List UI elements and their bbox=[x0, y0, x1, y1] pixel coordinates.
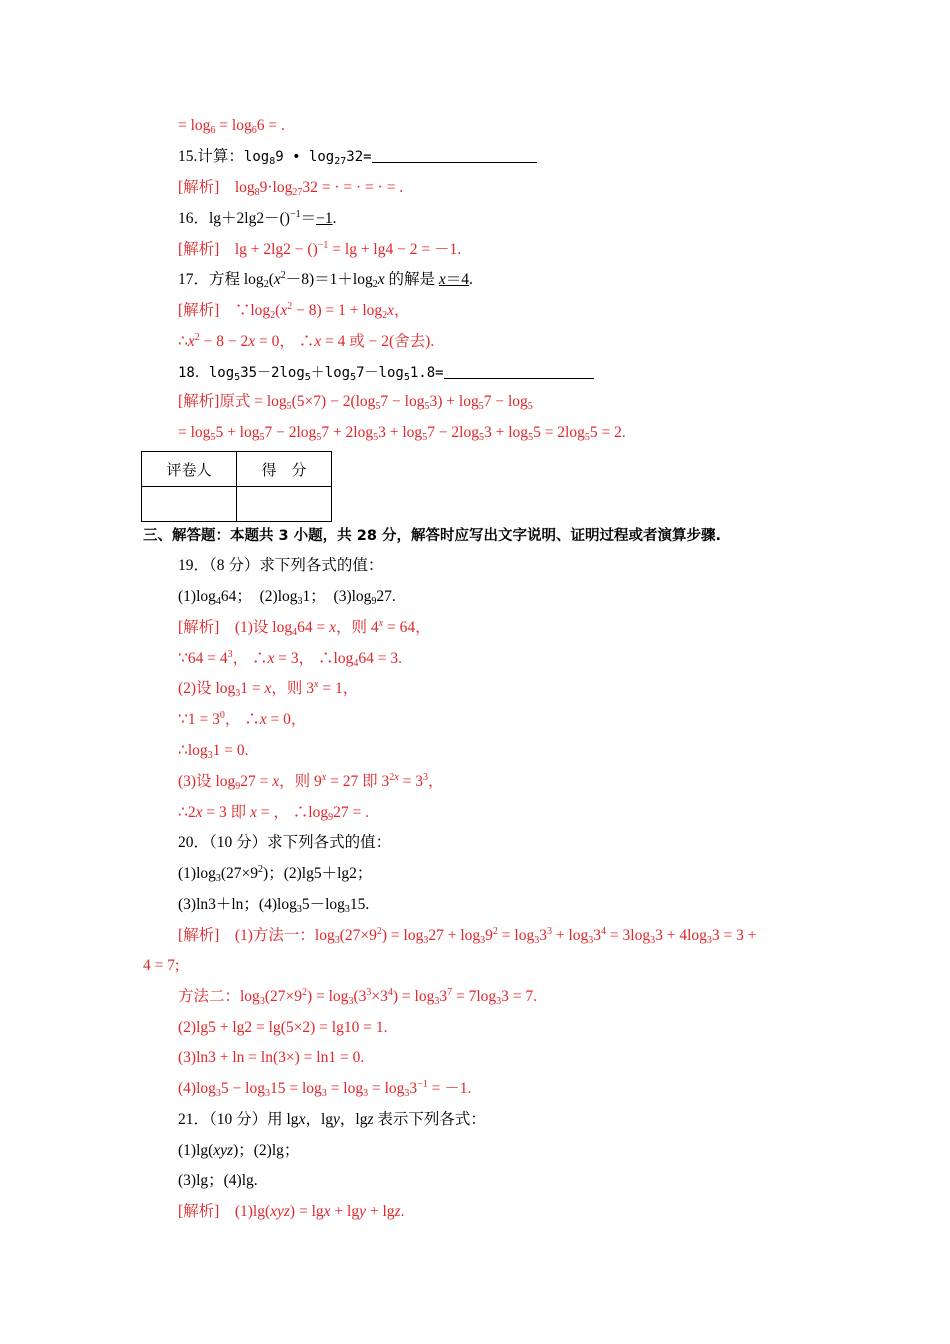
question-20-parts2: (3)ln3＋ln；$(4)\log_35-\log_315$. bbox=[178, 896, 370, 915]
question-21-parts2: (3)lg；(4)lg. bbox=[178, 1172, 258, 1189]
answer-18: [解析]原式 = $\log_5(5\times 7) - 2(\log_57 - \log_53) + \log_57 - \log_5$ bbox=[178, 393, 533, 412]
question-21-parts1: (1)lg(xyz)；(2)lg； bbox=[178, 1142, 300, 1159]
answer-15: [解析] $\log_89\cdot\log_{27}32$ = · = · = · = . bbox=[178, 179, 404, 198]
grader-cell[interactable] bbox=[142, 487, 237, 522]
score-header: 得 分 bbox=[237, 452, 332, 487]
answer-20: [解析] (1)方法一：$\log_3(27\times 9^2) = \log_327 + \log_39^2 = \log_33^3 + \log_33^4 = 3\log_33 + 4\log_33 = 3$ + bbox=[178, 926, 757, 946]
question-15: 15.计算：$\log_89$ • $\log_{27}32=$ bbox=[178, 147, 537, 167]
section-title: 三、解答题：本题共 3 小题，共 28 分，解答时应写出文字说明、证明过程或者演算步骤. bbox=[143, 528, 721, 544]
answer-17-line2: $\therefore x^2 - 8 - 2x = 0$， ∴x = 4 或 − 2(舍去). bbox=[178, 332, 435, 350]
answer-19-line7: ∴2x = 3 即 x = ， $\therefore\log_927$ = . bbox=[178, 804, 369, 823]
answer-20-line2: 4 = 7; bbox=[143, 957, 180, 974]
answer-17: [解析] $\because\log_2(x^2 - 8) = 1 + \log_2x$， bbox=[178, 301, 410, 321]
answer-19-line2: ∵64 = $4^3$， ∴x = 3， $\therefore\log_464 = 3$. bbox=[178, 649, 402, 669]
score-table bbox=[141, 451, 332, 522]
answer-20-line5: (3)ln3 + ln = ln(3×) = ln1 = 0. bbox=[178, 1049, 365, 1066]
question-20-parts1: $(1)\log_3(27\times 9^2)$；(2)lg5＋lg2； bbox=[178, 864, 373, 884]
question-19-parts: $(1)\log_464$； $(2)\log_31$； $(3)\log_927$. bbox=[178, 588, 396, 607]
answer-line: = $\log_6 = \log_66$ = . bbox=[178, 117, 285, 136]
score-cell[interactable] bbox=[237, 487, 332, 522]
question-18: 18．$\log_535-2\log_5+\log_57-\log_51.8=$ bbox=[178, 363, 594, 383]
answer-16: [解析] lg + 2lg2 − ()$^{-1}$ = lg + lg4 − 2 = －1. bbox=[178, 240, 462, 258]
answer-20-line4: (2)lg5 + lg2 = lg(5×2) = lg10 = 1. bbox=[178, 1019, 388, 1036]
answer-19: [解析] (1)设 $\log_464 = x$，则 $4^x = 64$， bbox=[178, 618, 431, 638]
answer-21: [解析] (1)lg(xyz) = lgx + lgy + lgz. bbox=[178, 1203, 405, 1220]
question-19: 19．（8 分）求下列各式的值： bbox=[178, 557, 384, 574]
answer-19-line4: ∵1 = $3^0$， ∴x = 0， bbox=[178, 710, 307, 728]
question-20: 20．（10 分）求下列各式的值： bbox=[178, 834, 392, 851]
question-21: 21．（10 分）用 lgx，lgy，lgz 表示下列各式： bbox=[178, 1111, 486, 1128]
answer-20-line3: 方法二：$\log_3(27\times 9^2) = \log_3(3^3\times 3^4) = \log_33^7 = 7\log_33 = 7$. bbox=[178, 987, 538, 1007]
question-16: 16．lg＋2lg2－()$^{-1}$＝−1. bbox=[178, 209, 337, 227]
answer-19-line5: $\therefore\log_31 = 0$. bbox=[178, 742, 249, 761]
answer-18-line2: = $\log_55 + \log_57 - 2\log_57 + 2\log_53 + \log_57 - 2\log_53 + \log_55 = 2\log_55 = 2$. bbox=[178, 424, 626, 443]
answer-19-line3: (2)设 $\log_31 = x$，则 $3^x = 1$， bbox=[178, 679, 359, 699]
answer-19-line6: (3)设 $\log_927 = x$，则 $9^x = 27$ 即 $3^{2x} = 3^3$， bbox=[178, 772, 444, 792]
answer-20-line6: $(4)\log_35 - \log_315 = \log_3 = \log_3 = \log_33^{-1} = -1$. bbox=[178, 1079, 472, 1099]
question-17: 17．方程 $\log_2(x^2-8)=1+\log_2x$ 的解是 x＝4. bbox=[178, 270, 473, 290]
grader-header: 评卷人 bbox=[142, 452, 237, 487]
